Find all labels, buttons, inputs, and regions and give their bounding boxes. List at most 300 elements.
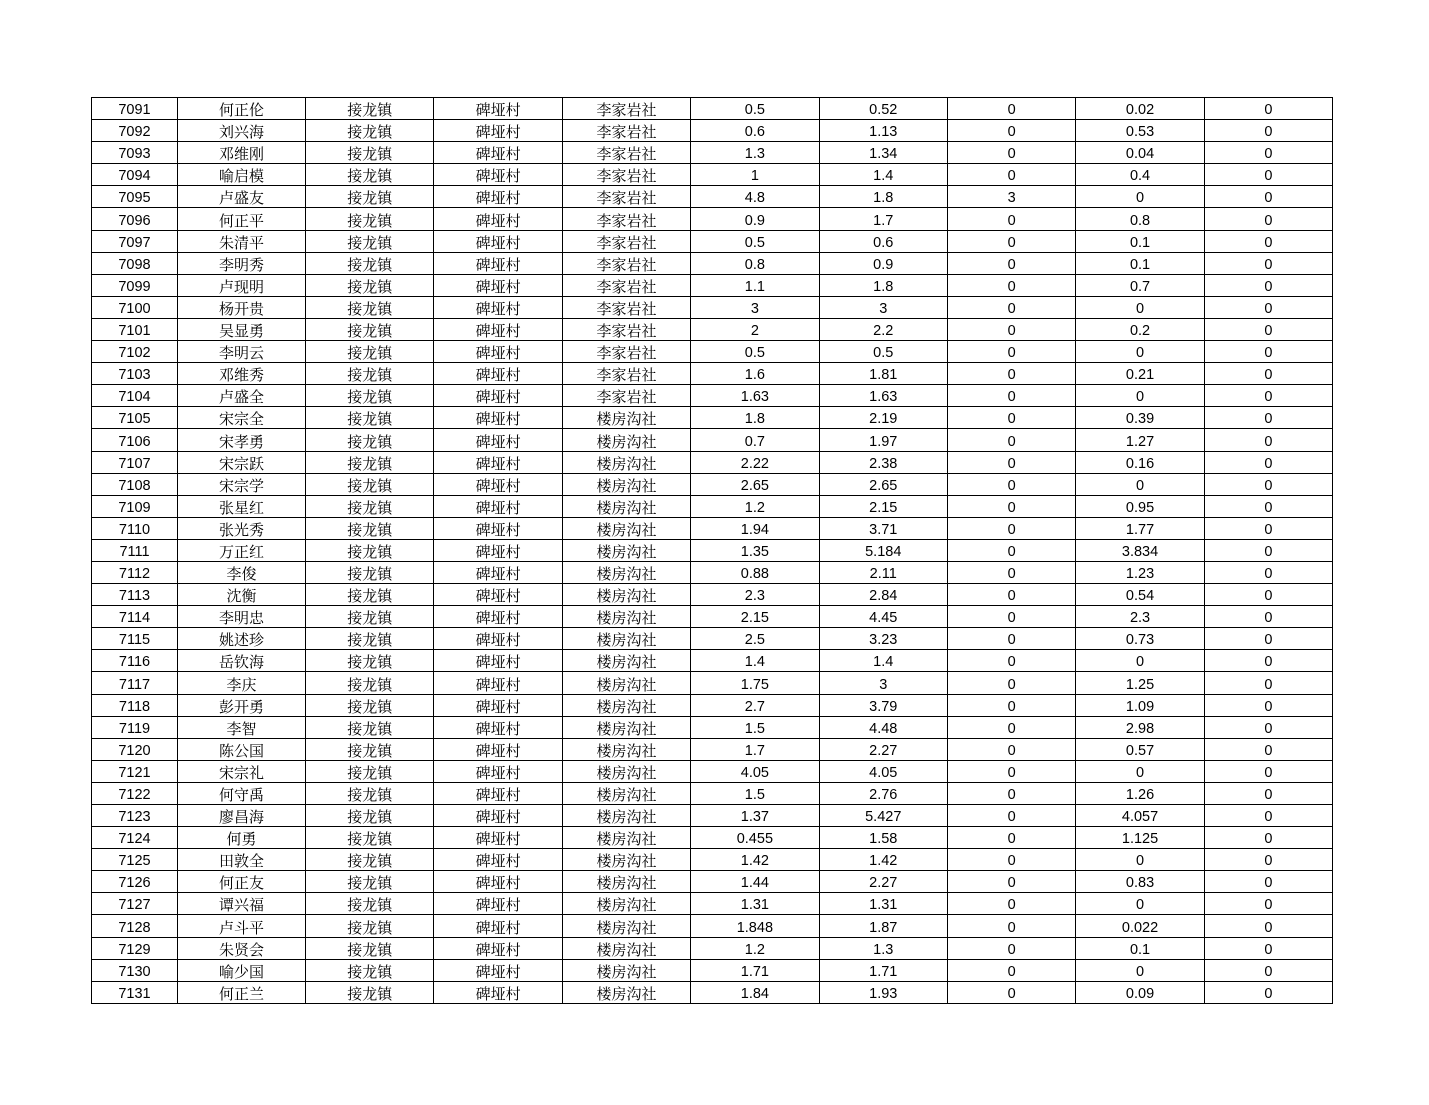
value-c-cell: 0 (947, 893, 1075, 915)
value-c-cell: 0 (947, 407, 1075, 429)
group-cell: 楼房沟社 (562, 805, 690, 827)
value-a-cell: 1.2 (691, 495, 819, 517)
record-id-cell: 7094 (92, 164, 178, 186)
group-cell: 楼房沟社 (562, 517, 690, 539)
value-c-cell: 0 (947, 981, 1075, 1003)
town-cell: 接龙镇 (306, 606, 434, 628)
value-c-cell: 0 (947, 473, 1075, 495)
group-cell: 楼房沟社 (562, 738, 690, 760)
value-a-cell: 0.6 (691, 120, 819, 142)
value-d-cell: 0.8 (1076, 208, 1204, 230)
value-e-cell: 0 (1204, 628, 1332, 650)
value-c-cell: 0 (947, 650, 1075, 672)
table-row (92, 274, 1333, 296)
value-e-cell: 0 (1204, 318, 1332, 340)
name-cell: 万正红 (178, 539, 306, 561)
record-id-cell: 7122 (92, 782, 178, 804)
value-d-cell: 0.7 (1076, 274, 1204, 296)
record-id-cell: 7121 (92, 760, 178, 782)
value-b-cell: 0.52 (819, 98, 947, 120)
value-c-cell: 0 (947, 385, 1075, 407)
record-id-cell: 7106 (92, 429, 178, 451)
value-e-cell: 0 (1204, 738, 1332, 760)
table-row (92, 738, 1333, 760)
town-cell: 接龙镇 (306, 981, 434, 1003)
record-id-cell: 7115 (92, 628, 178, 650)
name-cell: 李明秀 (178, 252, 306, 274)
value-e-cell: 0 (1204, 937, 1332, 959)
value-d-cell: 1.25 (1076, 672, 1204, 694)
record-id-cell: 7130 (92, 959, 178, 981)
record-id-cell: 7109 (92, 495, 178, 517)
group-cell: 楼房沟社 (562, 606, 690, 628)
value-b-cell: 1.4 (819, 650, 947, 672)
village-cell: 碑垭村 (434, 827, 562, 849)
town-cell: 接龙镇 (306, 363, 434, 385)
record-id-cell: 7102 (92, 341, 178, 363)
value-e-cell: 0 (1204, 98, 1332, 120)
value-b-cell: 2.15 (819, 495, 947, 517)
group-cell: 楼房沟社 (562, 893, 690, 915)
value-a-cell: 2.3 (691, 584, 819, 606)
value-c-cell: 0 (947, 584, 1075, 606)
value-c-cell: 3 (947, 186, 1075, 208)
table-row (92, 473, 1333, 495)
table-row (92, 142, 1333, 164)
value-c-cell: 0 (947, 274, 1075, 296)
record-id-cell: 7099 (92, 274, 178, 296)
value-c-cell: 0 (947, 451, 1075, 473)
group-cell: 楼房沟社 (562, 782, 690, 804)
village-cell: 碑垭村 (434, 981, 562, 1003)
group-cell: 楼房沟社 (562, 760, 690, 782)
name-cell: 沈衡 (178, 584, 306, 606)
village-cell: 碑垭村 (434, 937, 562, 959)
value-a-cell: 4.05 (691, 760, 819, 782)
town-cell: 接龙镇 (306, 341, 434, 363)
table-row (92, 849, 1333, 871)
group-cell: 李家岩社 (562, 341, 690, 363)
value-c-cell: 0 (947, 120, 1075, 142)
value-e-cell: 0 (1204, 959, 1332, 981)
town-cell: 接龙镇 (306, 407, 434, 429)
value-b-cell: 1.7 (819, 208, 947, 230)
town-cell: 接龙镇 (306, 694, 434, 716)
value-c-cell: 0 (947, 341, 1075, 363)
town-cell: 接龙镇 (306, 782, 434, 804)
value-d-cell: 0 (1076, 186, 1204, 208)
village-cell: 碑垭村 (434, 738, 562, 760)
value-d-cell: 0.16 (1076, 451, 1204, 473)
value-b-cell: 1.97 (819, 429, 947, 451)
village-cell: 碑垭村 (434, 252, 562, 274)
value-b-cell: 3.71 (819, 517, 947, 539)
town-cell: 接龙镇 (306, 959, 434, 981)
group-cell: 李家岩社 (562, 120, 690, 142)
record-id-cell: 7111 (92, 539, 178, 561)
value-e-cell: 0 (1204, 539, 1332, 561)
table-row (92, 959, 1333, 981)
value-b-cell: 1.87 (819, 915, 947, 937)
table-row (92, 98, 1333, 120)
name-cell: 李明云 (178, 341, 306, 363)
name-cell: 朱贤会 (178, 937, 306, 959)
value-a-cell: 1.94 (691, 517, 819, 539)
village-cell: 碑垭村 (434, 429, 562, 451)
value-d-cell: 0.95 (1076, 495, 1204, 517)
value-c-cell: 0 (947, 296, 1075, 318)
name-cell: 何勇 (178, 827, 306, 849)
table-row (92, 186, 1333, 208)
town-cell: 接龙镇 (306, 318, 434, 340)
value-d-cell: 1.26 (1076, 782, 1204, 804)
table-row (92, 893, 1333, 915)
value-c-cell: 0 (947, 230, 1075, 252)
value-e-cell: 0 (1204, 650, 1332, 672)
value-a-cell: 3 (691, 296, 819, 318)
value-e-cell: 0 (1204, 760, 1332, 782)
value-e-cell: 0 (1204, 584, 1332, 606)
name-cell: 彭开勇 (178, 694, 306, 716)
value-c-cell: 0 (947, 429, 1075, 451)
name-cell: 喻启模 (178, 164, 306, 186)
group-cell: 楼房沟社 (562, 915, 690, 937)
table-row (92, 230, 1333, 252)
table-row (92, 606, 1333, 628)
value-d-cell: 2.3 (1076, 606, 1204, 628)
record-id-cell: 7125 (92, 849, 178, 871)
record-id-cell: 7120 (92, 738, 178, 760)
table-row (92, 694, 1333, 716)
value-a-cell: 1.6 (691, 363, 819, 385)
value-e-cell: 0 (1204, 473, 1332, 495)
village-cell: 碑垭村 (434, 539, 562, 561)
village-cell: 碑垭村 (434, 628, 562, 650)
record-id-cell: 7098 (92, 252, 178, 274)
value-d-cell: 0.1 (1076, 230, 1204, 252)
value-e-cell: 0 (1204, 915, 1332, 937)
name-cell: 宋宗全 (178, 407, 306, 429)
name-cell: 卢盛全 (178, 385, 306, 407)
value-a-cell: 2 (691, 318, 819, 340)
table-row (92, 628, 1333, 650)
value-d-cell: 0.4 (1076, 164, 1204, 186)
value-b-cell: 2.65 (819, 473, 947, 495)
town-cell: 接龙镇 (306, 274, 434, 296)
table-row (92, 981, 1333, 1003)
group-cell: 李家岩社 (562, 274, 690, 296)
value-b-cell: 4.48 (819, 716, 947, 738)
village-cell: 碑垭村 (434, 341, 562, 363)
value-d-cell: 1.27 (1076, 429, 1204, 451)
value-b-cell: 0.6 (819, 230, 947, 252)
group-cell: 李家岩社 (562, 363, 690, 385)
value-b-cell: 1.58 (819, 827, 947, 849)
town-cell: 接龙镇 (306, 650, 434, 672)
group-cell: 李家岩社 (562, 296, 690, 318)
group-cell: 楼房沟社 (562, 937, 690, 959)
name-cell: 田敦全 (178, 849, 306, 871)
value-c-cell: 0 (947, 164, 1075, 186)
record-id-cell: 7116 (92, 650, 178, 672)
value-c-cell: 0 (947, 871, 1075, 893)
name-cell: 何正兰 (178, 981, 306, 1003)
name-cell: 邓维秀 (178, 363, 306, 385)
value-a-cell: 1.5 (691, 716, 819, 738)
value-e-cell: 0 (1204, 208, 1332, 230)
town-cell: 接龙镇 (306, 849, 434, 871)
value-c-cell: 0 (947, 716, 1075, 738)
value-b-cell: 1.93 (819, 981, 947, 1003)
town-cell: 接龙镇 (306, 120, 434, 142)
village-cell: 碑垭村 (434, 959, 562, 981)
group-cell: 李家岩社 (562, 252, 690, 274)
value-e-cell: 0 (1204, 893, 1332, 915)
table-row (92, 915, 1333, 937)
value-b-cell: 1.8 (819, 186, 947, 208)
value-d-cell: 0.022 (1076, 915, 1204, 937)
record-id-cell: 7131 (92, 981, 178, 1003)
value-b-cell: 3 (819, 672, 947, 694)
town-cell: 接龙镇 (306, 429, 434, 451)
town-cell: 接龙镇 (306, 805, 434, 827)
name-cell: 岳钦海 (178, 650, 306, 672)
group-cell: 楼房沟社 (562, 628, 690, 650)
record-id-cell: 7124 (92, 827, 178, 849)
value-d-cell: 0 (1076, 650, 1204, 672)
value-b-cell: 2.19 (819, 407, 947, 429)
value-b-cell: 4.05 (819, 760, 947, 782)
table-row (92, 252, 1333, 274)
value-a-cell: 1.63 (691, 385, 819, 407)
village-cell: 碑垭村 (434, 694, 562, 716)
group-cell: 楼房沟社 (562, 650, 690, 672)
value-b-cell: 1.81 (819, 363, 947, 385)
value-a-cell: 2.7 (691, 694, 819, 716)
value-b-cell: 1.42 (819, 849, 947, 871)
value-d-cell: 1.23 (1076, 561, 1204, 583)
record-id-cell: 7123 (92, 805, 178, 827)
group-cell: 楼房沟社 (562, 407, 690, 429)
value-b-cell: 5.184 (819, 539, 947, 561)
value-a-cell: 1.5 (691, 782, 819, 804)
group-cell: 楼房沟社 (562, 539, 690, 561)
value-b-cell: 3.79 (819, 694, 947, 716)
village-cell: 碑垭村 (434, 274, 562, 296)
town-cell: 接龙镇 (306, 628, 434, 650)
value-e-cell: 0 (1204, 805, 1332, 827)
name-cell: 李智 (178, 716, 306, 738)
value-b-cell: 1.63 (819, 385, 947, 407)
record-id-cell: 7128 (92, 915, 178, 937)
town-cell: 接龙镇 (306, 827, 434, 849)
name-cell: 何正友 (178, 871, 306, 893)
value-c-cell: 0 (947, 142, 1075, 164)
value-d-cell: 0 (1076, 385, 1204, 407)
value-d-cell: 1.125 (1076, 827, 1204, 849)
village-cell: 碑垭村 (434, 517, 562, 539)
value-e-cell: 0 (1204, 716, 1332, 738)
group-cell: 楼房沟社 (562, 981, 690, 1003)
value-e-cell: 0 (1204, 252, 1332, 274)
value-a-cell: 1.37 (691, 805, 819, 827)
value-a-cell: 1.75 (691, 672, 819, 694)
value-a-cell: 1.848 (691, 915, 819, 937)
value-a-cell: 1 (691, 164, 819, 186)
table-row (92, 517, 1333, 539)
value-a-cell: 1.8 (691, 407, 819, 429)
town-cell: 接龙镇 (306, 495, 434, 517)
table-row (92, 716, 1333, 738)
value-d-cell: 0 (1076, 959, 1204, 981)
value-c-cell: 0 (947, 738, 1075, 760)
value-a-cell: 2.15 (691, 606, 819, 628)
value-e-cell: 0 (1204, 517, 1332, 539)
name-cell: 朱清平 (178, 230, 306, 252)
value-c-cell: 0 (947, 959, 1075, 981)
value-b-cell: 3 (819, 296, 947, 318)
table-row (92, 296, 1333, 318)
table-row (92, 827, 1333, 849)
value-b-cell: 2.76 (819, 782, 947, 804)
value-a-cell: 4.8 (691, 186, 819, 208)
value-d-cell: 0.83 (1076, 871, 1204, 893)
record-id-cell: 7092 (92, 120, 178, 142)
value-e-cell: 0 (1204, 142, 1332, 164)
record-id-cell: 7103 (92, 363, 178, 385)
value-c-cell: 0 (947, 517, 1075, 539)
value-e-cell: 0 (1204, 495, 1332, 517)
town-cell: 接龙镇 (306, 142, 434, 164)
village-cell: 碑垭村 (434, 782, 562, 804)
group-cell: 李家岩社 (562, 230, 690, 252)
value-c-cell: 0 (947, 495, 1075, 517)
value-d-cell: 0.54 (1076, 584, 1204, 606)
table-row (92, 318, 1333, 340)
value-e-cell: 0 (1204, 451, 1332, 473)
table-row (92, 164, 1333, 186)
town-cell: 接龙镇 (306, 915, 434, 937)
value-e-cell: 0 (1204, 429, 1332, 451)
town-cell: 接龙镇 (306, 252, 434, 274)
village-cell: 碑垭村 (434, 849, 562, 871)
group-cell: 楼房沟社 (562, 473, 690, 495)
value-d-cell: 4.057 (1076, 805, 1204, 827)
group-cell: 李家岩社 (562, 186, 690, 208)
record-id-cell: 7117 (92, 672, 178, 694)
value-e-cell: 0 (1204, 827, 1332, 849)
village-cell: 碑垭村 (434, 495, 562, 517)
village-cell: 碑垭村 (434, 871, 562, 893)
table-row (92, 407, 1333, 429)
town-cell: 接龙镇 (306, 584, 434, 606)
name-cell: 宋孝勇 (178, 429, 306, 451)
village-cell: 碑垭村 (434, 208, 562, 230)
value-e-cell: 0 (1204, 230, 1332, 252)
value-e-cell: 0 (1204, 871, 1332, 893)
name-cell: 吴显勇 (178, 318, 306, 340)
record-id-cell: 7114 (92, 606, 178, 628)
table-row (92, 672, 1333, 694)
record-id-cell: 7100 (92, 296, 178, 318)
value-e-cell: 0 (1204, 782, 1332, 804)
name-cell: 谭兴福 (178, 893, 306, 915)
group-cell: 李家岩社 (562, 385, 690, 407)
record-id-cell: 7126 (92, 871, 178, 893)
group-cell: 楼房沟社 (562, 495, 690, 517)
value-a-cell: 1.31 (691, 893, 819, 915)
value-a-cell: 1.4 (691, 650, 819, 672)
value-b-cell: 1.8 (819, 274, 947, 296)
village-cell: 碑垭村 (434, 650, 562, 672)
village-cell: 碑垭村 (434, 385, 562, 407)
table-row (92, 937, 1333, 959)
village-cell: 碑垭村 (434, 407, 562, 429)
village-cell: 碑垭村 (434, 186, 562, 208)
value-e-cell: 0 (1204, 606, 1332, 628)
group-cell: 楼房沟社 (562, 694, 690, 716)
village-cell: 碑垭村 (434, 120, 562, 142)
town-cell: 接龙镇 (306, 473, 434, 495)
value-d-cell: 0.73 (1076, 628, 1204, 650)
group-cell: 楼房沟社 (562, 959, 690, 981)
value-d-cell: 0.57 (1076, 738, 1204, 760)
value-e-cell: 0 (1204, 981, 1332, 1003)
value-e-cell: 0 (1204, 164, 1332, 186)
value-b-cell: 2.84 (819, 584, 947, 606)
value-b-cell: 0.5 (819, 341, 947, 363)
value-d-cell: 0.1 (1076, 252, 1204, 274)
village-cell: 碑垭村 (434, 606, 562, 628)
value-d-cell: 0.09 (1076, 981, 1204, 1003)
value-e-cell: 0 (1204, 672, 1332, 694)
record-id-cell: 7113 (92, 584, 178, 606)
value-a-cell: 0.7 (691, 429, 819, 451)
value-d-cell: 1.77 (1076, 517, 1204, 539)
village-cell: 碑垭村 (434, 98, 562, 120)
name-cell: 邓维刚 (178, 142, 306, 164)
name-cell: 喻少国 (178, 959, 306, 981)
table-row (92, 650, 1333, 672)
village-cell: 碑垭村 (434, 142, 562, 164)
value-e-cell: 0 (1204, 186, 1332, 208)
name-cell: 卢现明 (178, 274, 306, 296)
value-b-cell: 1.13 (819, 120, 947, 142)
value-e-cell: 0 (1204, 694, 1332, 716)
data-table (91, 97, 1333, 1004)
value-a-cell: 0.5 (691, 230, 819, 252)
value-a-cell: 1.2 (691, 937, 819, 959)
name-cell: 宋宗礼 (178, 760, 306, 782)
value-e-cell: 0 (1204, 274, 1332, 296)
village-cell: 碑垭村 (434, 584, 562, 606)
table-row (92, 429, 1333, 451)
village-cell: 碑垭村 (434, 473, 562, 495)
table-row (92, 385, 1333, 407)
table-row (92, 871, 1333, 893)
value-d-cell: 0 (1076, 760, 1204, 782)
village-cell: 碑垭村 (434, 672, 562, 694)
value-a-cell: 1.44 (691, 871, 819, 893)
name-cell: 卢盛友 (178, 186, 306, 208)
value-d-cell: 0 (1076, 893, 1204, 915)
value-e-cell: 0 (1204, 849, 1332, 871)
value-a-cell: 1.3 (691, 142, 819, 164)
town-cell: 接龙镇 (306, 561, 434, 583)
group-cell: 李家岩社 (562, 98, 690, 120)
value-a-cell: 0.8 (691, 252, 819, 274)
table-row (92, 539, 1333, 561)
